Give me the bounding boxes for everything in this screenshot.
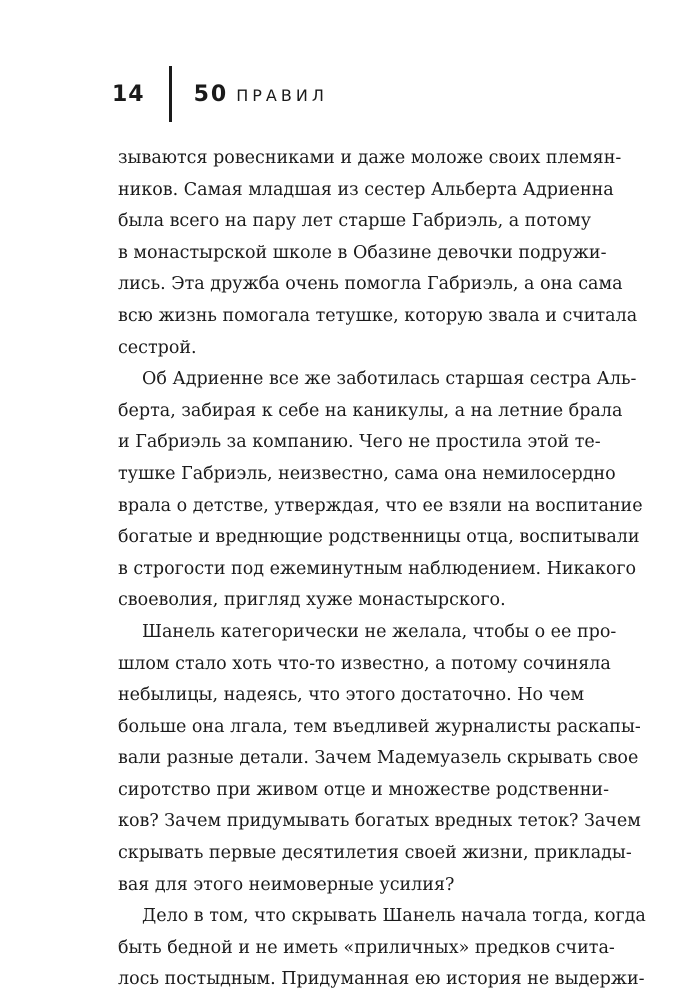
text-line: быть бедной и не иметь «приличных» предков счита-	[118, 937, 615, 958]
text-line: лись. Эта дружба очень помогла Габриэль, а она сама	[118, 274, 623, 295]
text-line: богатые и вреднющие родственницы отца, воспитывали	[118, 527, 640, 548]
text-line: небылицы, надеясь, что этого достаточно. Но чем	[118, 685, 585, 706]
text-line: ников. Самая младшая из сестер Альберта Адриенна	[118, 179, 614, 200]
text-line: Шанель категорически не желала, чтобы о ее про-	[142, 621, 617, 642]
text-line: сестрой.	[118, 337, 197, 358]
text-line: и Габриэль за компанию. Чего не простила этой те-	[118, 432, 601, 453]
text-line: зываются ровесниками и даже моложе своих племян-	[118, 148, 622, 168]
running-title	[194, 82, 328, 107]
text-line: Дело в том, что скрывать Шанель начала тогда, когда	[142, 906, 646, 927]
text-line: в строгости под ежеминутным наблюдением. Никакого	[118, 558, 637, 579]
text-line: всю жизнь помогала тетушке, которую звала и считала	[118, 305, 638, 326]
text-line: вали разные детали. Зачем Мадемуазель скрывать свое	[118, 748, 639, 769]
text-line: в монастырской школе в Обазине девочки подружи-	[118, 242, 607, 263]
header-divider	[169, 66, 172, 122]
text-line: была всего на пару лет старше Габриэль, а потому	[118, 211, 592, 232]
text-line: вая для этого неимоверные усилия?	[118, 874, 455, 895]
running-title-word: ПРАВИЛ	[236, 85, 328, 105]
text-line: ков? Зачем придумывать богатых вредных теток? Зачем	[118, 811, 641, 832]
text-line: берта, забирая к себе на каникулы, а на летние брала	[118, 400, 623, 421]
text-line: скрывать первые десятилетия своей жизни, приклады-	[118, 843, 632, 864]
running-title-number: 50	[193, 81, 229, 107]
body-text	[118, 143, 646, 996]
text-line: своеволия, пригляд хуже монастырского.	[118, 590, 506, 611]
page-number: 14	[112, 81, 145, 107]
running-header	[112, 66, 328, 122]
text-line: больше она лгала, тем въедливей журналисты раскапы-	[118, 716, 641, 737]
text-line: врала о детстве, утверждая, что ее взяли на воспитание	[118, 495, 643, 516]
text-line: тушке Габриэль, неизвестно, сама она немилосердно	[118, 463, 616, 484]
text-line: Об Адриенне все же заботилась старшая сестра Аль-	[142, 369, 637, 390]
text-line: лось постыдным. Придуманная ею история не выдержи-	[118, 969, 645, 990]
text-line: шлом стало хоть что-то известно, а потому сочиняла	[118, 653, 611, 674]
text-line: сиротство при живом отце и множестве родственни-	[118, 779, 609, 800]
